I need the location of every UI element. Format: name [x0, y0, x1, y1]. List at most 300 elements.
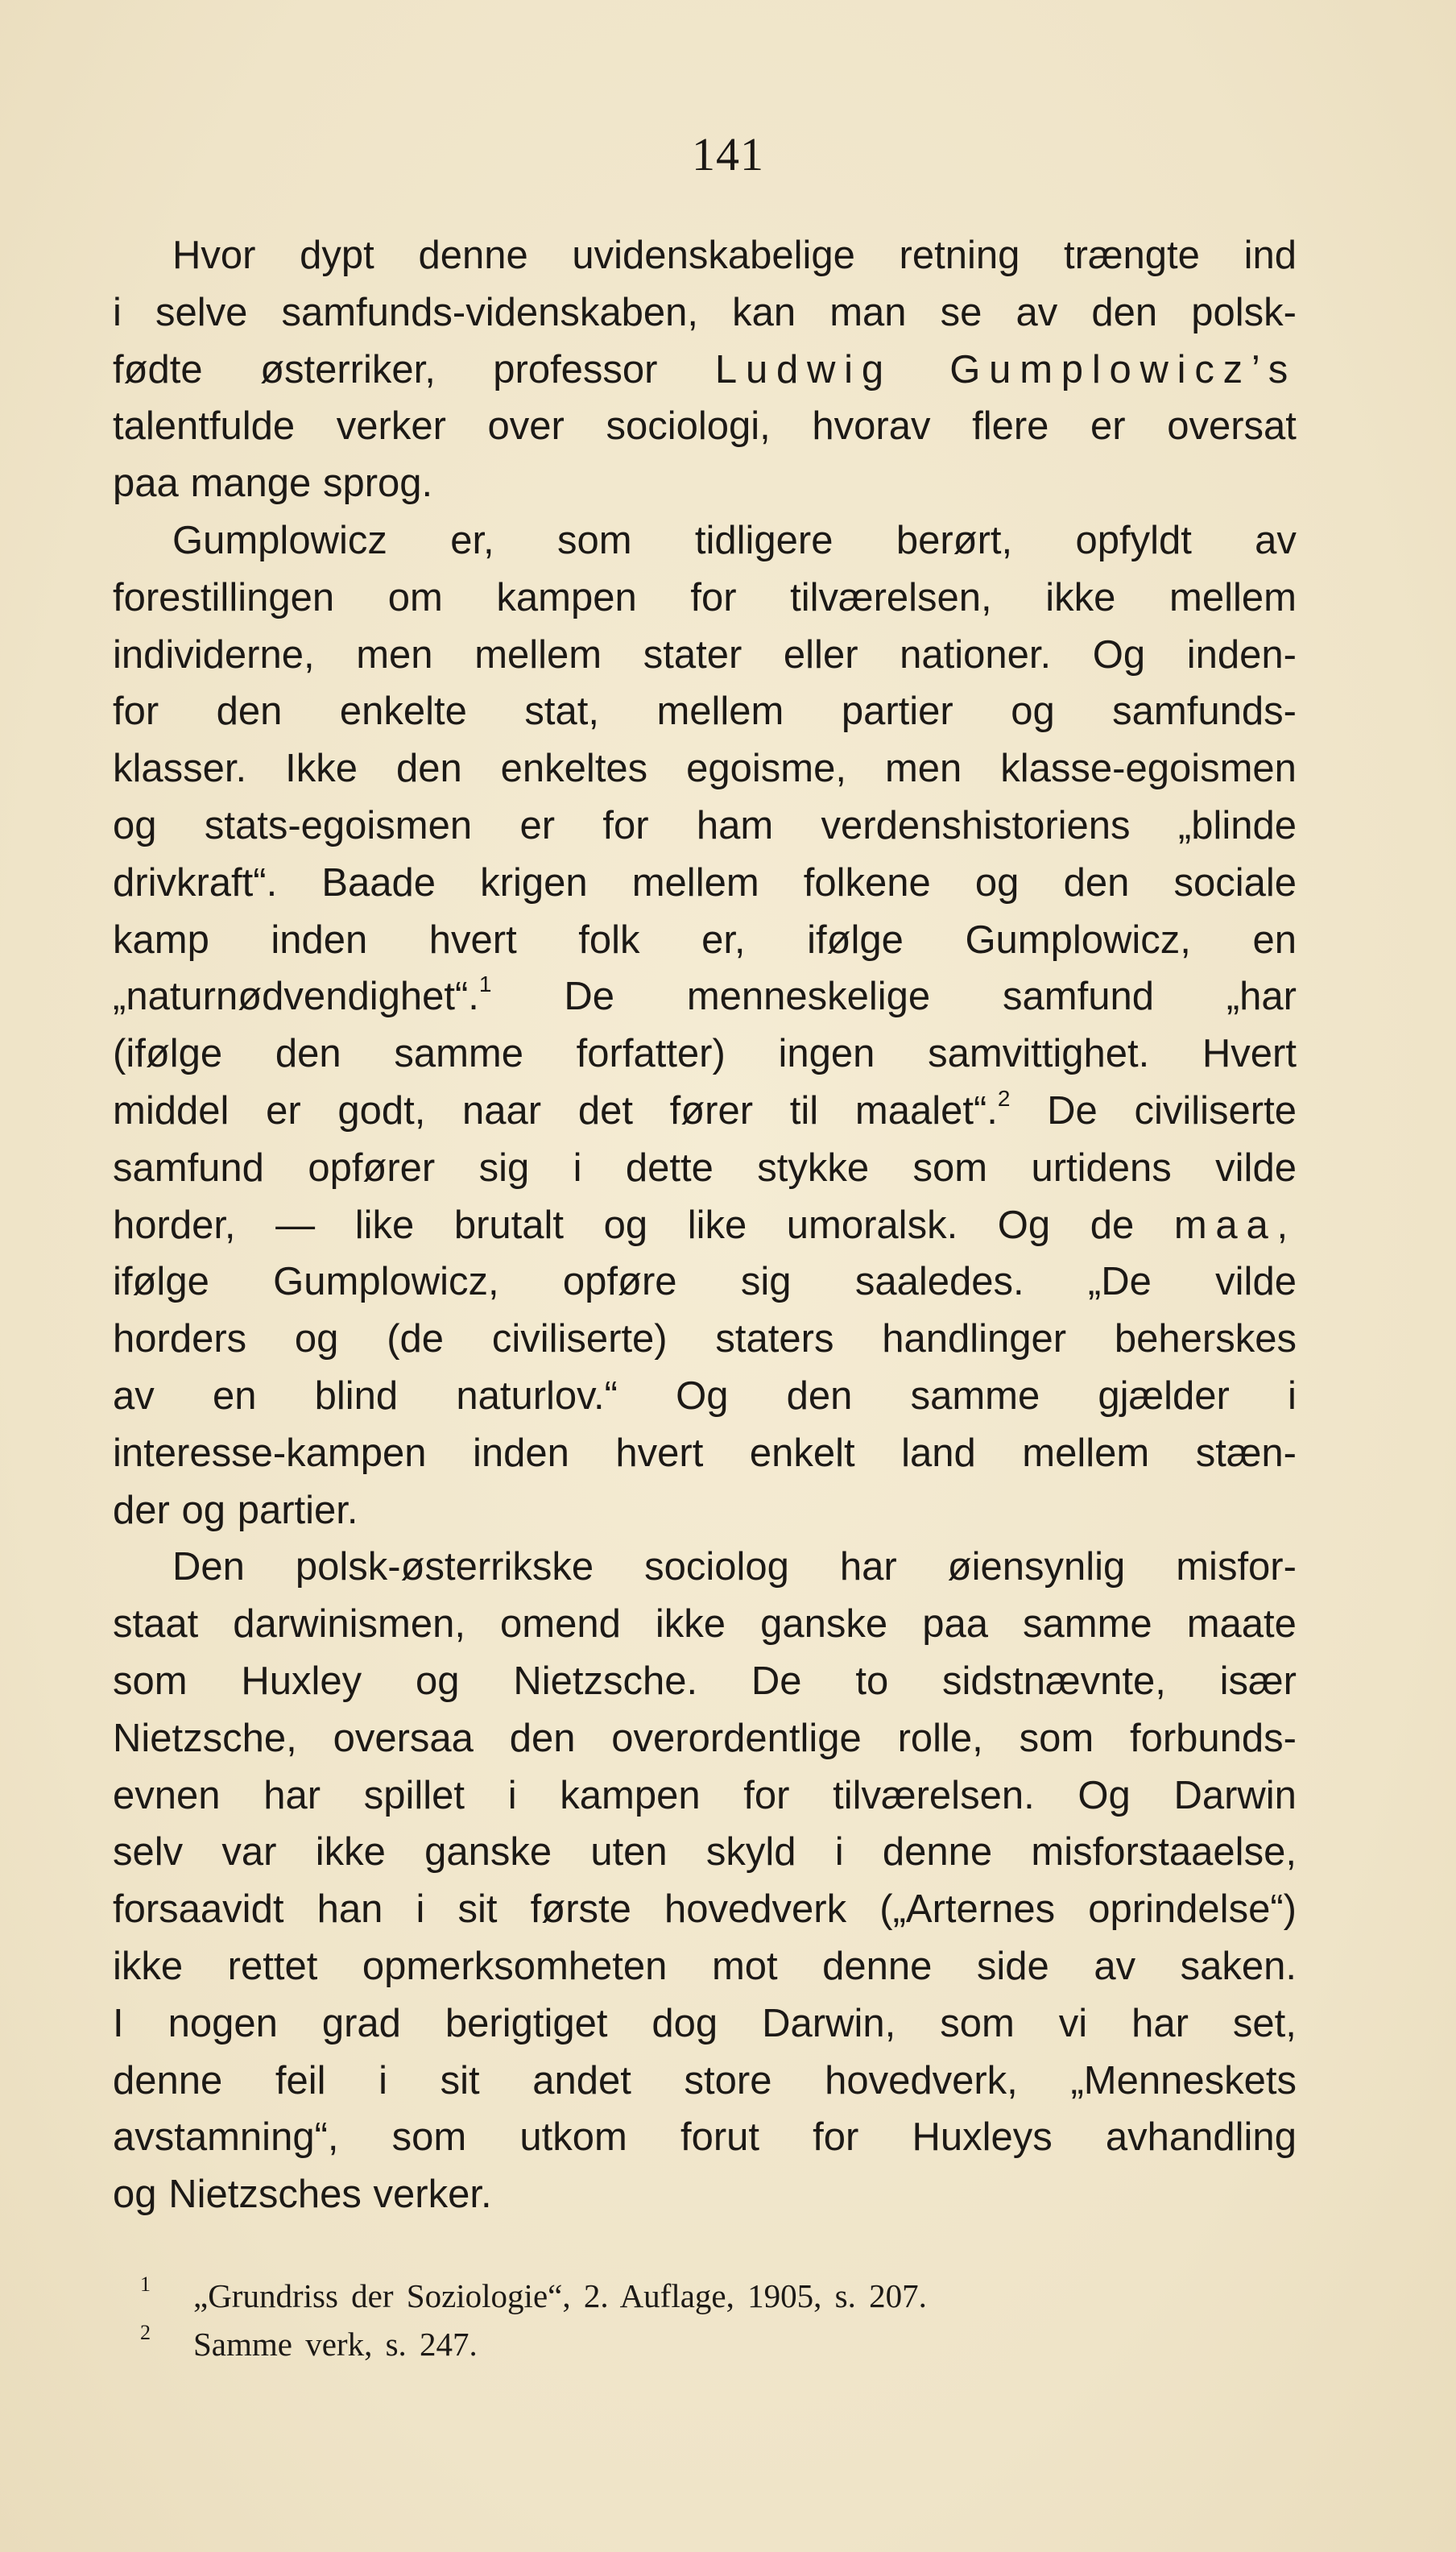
- word: forsaavidt: [113, 1887, 284, 1932]
- word: sig: [478, 1146, 530, 1190]
- text-line: [113, 227, 1297, 284]
- word: i: [834, 1830, 844, 1875]
- word: denne: [822, 1944, 933, 1988]
- word: flere: [972, 404, 1049, 449]
- word: utkom: [519, 2115, 627, 2160]
- word: i: [1288, 1373, 1297, 1418]
- word: berigtiget: [445, 2001, 608, 2045]
- word: interesse-kampen: [113, 1431, 427, 1475]
- word: Gumplowicz’s: [949, 347, 1297, 392]
- word: tilværelsen.: [833, 1773, 1035, 1817]
- text-line: [113, 968, 1297, 1025]
- word: like: [687, 1203, 747, 1247]
- text-line: [113, 455, 1297, 512]
- word: verker.: [373, 2173, 492, 2217]
- word: ikke: [1045, 575, 1116, 619]
- text-line: [113, 1881, 1297, 1938]
- word: store: [684, 2058, 772, 2102]
- word: mange: [190, 462, 312, 506]
- word: Og: [676, 1373, 729, 1418]
- word: folk: [578, 918, 640, 962]
- word: er: [1090, 404, 1126, 449]
- word: saaledes.: [854, 1260, 1024, 1304]
- word: inden: [271, 918, 368, 962]
- word: samvittighet.: [928, 1032, 1150, 1076]
- word: den: [216, 690, 283, 734]
- word: maalet“.: [854, 1088, 998, 1133]
- word: er,: [450, 518, 494, 562]
- word: „De: [1087, 1260, 1152, 1304]
- word: som: [113, 1659, 188, 1703]
- word: og: [974, 860, 1020, 905]
- word: stats-egoismen: [204, 803, 473, 847]
- text-line: [113, 1824, 1297, 1881]
- word: („Arternes: [879, 1887, 1056, 1932]
- word: saken.: [1180, 1944, 1297, 1988]
- word: hovedverk,: [825, 2058, 1018, 2102]
- word: handlinger: [882, 1317, 1067, 1361]
- word: tilværelsen,: [790, 575, 992, 619]
- footnote-mark: 1: [140, 2272, 151, 2296]
- word: for: [690, 575, 737, 619]
- text-line: [113, 912, 1297, 969]
- word: har: [263, 1773, 321, 1817]
- word: I: [113, 2001, 124, 2045]
- word: sit: [440, 2058, 480, 2102]
- word: øiensynlig: [947, 1545, 1126, 1589]
- word: enkelt: [749, 1431, 855, 1475]
- word: stater: [643, 632, 742, 677]
- word: maate: [1186, 1602, 1297, 1647]
- word: verker: [336, 404, 446, 449]
- word: Nietzsche.: [513, 1659, 698, 1703]
- word: som: [557, 518, 632, 562]
- word: er,: [701, 918, 746, 962]
- word: overordentlige: [611, 1716, 862, 1760]
- word: misforstaaelse,: [1031, 1830, 1297, 1875]
- text-line: [113, 1197, 1297, 1254]
- text-line: [113, 2166, 1297, 2223]
- word: nationer.: [900, 632, 1052, 677]
- footnotes: [140, 2272, 1208, 2368]
- word: som: [391, 2115, 467, 2160]
- text-line: [113, 2109, 1297, 2166]
- text-line: [113, 1368, 1297, 1425]
- word: Og: [1092, 632, 1146, 677]
- word: sociolog: [644, 1545, 789, 1589]
- word: feil: [275, 2058, 326, 2102]
- word: vilde: [1215, 1260, 1297, 1304]
- word: staat: [113, 1602, 199, 1647]
- footnote: [140, 2272, 1208, 2320]
- word: enkelte: [339, 690, 467, 734]
- word: vilde: [1215, 1146, 1297, 1190]
- word: Gumplowicz,: [273, 1260, 499, 1304]
- word: i: [507, 1773, 517, 1817]
- word: i: [416, 1887, 425, 1932]
- text-line: [113, 284, 1297, 342]
- text-line: [113, 1311, 1297, 1368]
- word: naturlov.“: [456, 1373, 618, 1418]
- word: den: [395, 747, 462, 791]
- text-line: [113, 398, 1297, 455]
- word: hvorav: [812, 404, 931, 449]
- word: individerne,: [113, 632, 315, 677]
- word: tidligere: [694, 518, 833, 562]
- word: de: [1090, 1203, 1135, 1247]
- word: staters: [715, 1317, 834, 1361]
- word: blind: [314, 1373, 399, 1418]
- text-line: [113, 627, 1297, 684]
- text-line: [113, 1767, 1297, 1825]
- footnote-reference: 2: [997, 1085, 1011, 1111]
- text-line: [113, 1140, 1297, 1197]
- word: Darwin,: [762, 2001, 896, 2045]
- word: naar: [462, 1088, 542, 1133]
- text-line: [113, 1083, 1297, 1140]
- word: samme: [910, 1373, 1040, 1418]
- word: hovedverk: [664, 1887, 847, 1932]
- word: Huxley: [241, 1659, 362, 1703]
- word: ifølge: [113, 1260, 209, 1304]
- word: talentfulde: [113, 404, 296, 449]
- word: dog: [651, 2001, 718, 2045]
- word: ifølge: [807, 918, 904, 962]
- word: krigen: [480, 860, 588, 905]
- word: den: [509, 1716, 576, 1760]
- word: første: [530, 1887, 631, 1932]
- word: avhandling: [1105, 2115, 1297, 2160]
- word: selv: [113, 1830, 184, 1875]
- word: stykke: [757, 1146, 870, 1190]
- word: (de: [387, 1317, 445, 1361]
- word: og: [113, 2173, 157, 2217]
- word: mot: [711, 1944, 778, 1988]
- word: har: [1131, 2001, 1189, 2045]
- word: ikke: [113, 1944, 184, 1988]
- word: set,: [1232, 2001, 1297, 2045]
- word: Baade: [321, 860, 436, 905]
- word: De: [564, 975, 614, 1019]
- word: og: [603, 1203, 648, 1247]
- word: uten: [590, 1830, 668, 1875]
- word: ikke: [315, 1830, 386, 1875]
- word: hvert: [615, 1431, 704, 1475]
- word: evnen: [113, 1773, 221, 1817]
- word: rolle,: [897, 1716, 983, 1760]
- word: enkeltes: [500, 747, 648, 791]
- footnote: [140, 2320, 1208, 2368]
- word: kan: [732, 290, 796, 334]
- word: for: [813, 2115, 859, 2160]
- word: mellem: [474, 632, 602, 677]
- word: der: [113, 1488, 170, 1532]
- word: mellem: [1022, 1431, 1150, 1475]
- word: kamp: [113, 918, 209, 962]
- word: Ikke: [285, 747, 358, 791]
- word: man: [829, 290, 907, 334]
- word: ingen: [778, 1032, 875, 1076]
- word: kampen: [496, 575, 637, 619]
- word: samfund: [113, 1146, 264, 1190]
- word: den: [786, 1373, 853, 1418]
- word: en: [212, 1373, 257, 1418]
- word: De: [1047, 1088, 1098, 1133]
- word: i: [573, 1146, 582, 1190]
- word: rettet: [227, 1944, 318, 1988]
- word: østerriker,: [260, 347, 436, 392]
- word: for: [602, 803, 649, 847]
- word: har: [839, 1545, 897, 1589]
- word: brutalt: [453, 1203, 565, 1247]
- word: ganske: [424, 1830, 552, 1875]
- word: som: [940, 2001, 1015, 2045]
- word: Nietzsches: [168, 2173, 362, 2217]
- word: polsk-: [1191, 290, 1297, 334]
- word: av: [1015, 290, 1058, 334]
- word: forut: [680, 2115, 760, 2160]
- word: grad: [321, 2001, 401, 2045]
- word: stat,: [524, 690, 599, 734]
- word: Hvor: [172, 234, 256, 277]
- word: opmerksomheten: [362, 1944, 668, 1988]
- text-line: [113, 798, 1297, 855]
- word: egoisme,: [686, 747, 846, 791]
- word: drivkraft“.: [113, 860, 278, 905]
- word: en: [1252, 918, 1297, 962]
- word: som: [912, 1146, 988, 1190]
- word: opfyldt: [1075, 518, 1192, 562]
- word: menneskelige: [686, 975, 931, 1019]
- word: to: [855, 1659, 889, 1703]
- word: „naturnødvendighet“.: [113, 975, 479, 1019]
- text-line: [113, 1995, 1297, 2053]
- word: som: [1019, 1716, 1094, 1760]
- word: den: [1063, 860, 1130, 905]
- word: oversaa: [333, 1716, 474, 1760]
- word: omend: [500, 1602, 621, 1647]
- text-line: [113, 1425, 1297, 1482]
- word: opføre: [562, 1260, 677, 1304]
- word: forfatter): [576, 1032, 726, 1076]
- footnote-text: „Grundriss der Soziologie“, 2. Auflage, 1905, s. 207.: [193, 2277, 927, 2314]
- word: men: [356, 632, 433, 677]
- word: oprindelse“): [1088, 1887, 1297, 1932]
- text-line: [113, 1253, 1297, 1311]
- text-line: [113, 1938, 1297, 1995]
- word: partier: [841, 690, 953, 734]
- word: side: [976, 1944, 1049, 1988]
- word: Og: [1078, 1773, 1131, 1817]
- word: Gumplowicz,: [965, 918, 1191, 962]
- word: oversat: [1167, 404, 1297, 449]
- word: uvidenskabelige: [572, 234, 855, 277]
- text-line: [113, 342, 1297, 399]
- word: darwinismen,: [233, 1602, 465, 1647]
- text-line: [113, 2053, 1297, 2110]
- text-line: [113, 1710, 1297, 1767]
- word: selve: [155, 290, 248, 334]
- word: og: [415, 1659, 460, 1703]
- word: „blinde: [1177, 803, 1297, 847]
- word: dette: [625, 1146, 714, 1190]
- page-number: 141: [692, 128, 764, 180]
- word: samme: [1023, 1602, 1152, 1647]
- text-line: [113, 512, 1297, 570]
- word: denne: [882, 1830, 993, 1875]
- word: avstamning“,: [113, 2115, 339, 2160]
- word: især: [1219, 1659, 1297, 1703]
- word: denne: [418, 234, 528, 277]
- word: var: [221, 1830, 277, 1875]
- word: folkene: [803, 860, 931, 905]
- word: av: [113, 1373, 155, 1418]
- text-line: [113, 855, 1297, 912]
- word: den: [1091, 290, 1158, 334]
- word: fødte: [113, 347, 203, 392]
- word: urtidens: [1031, 1146, 1172, 1190]
- word: Huxleys: [912, 2115, 1053, 2160]
- word: Nietzsche,: [113, 1716, 297, 1760]
- word: professor: [493, 347, 658, 392]
- word: polsk-østerrikske: [295, 1545, 594, 1589]
- text-line: [113, 683, 1297, 740]
- word: denne: [113, 2058, 223, 2102]
- word: —: [275, 1203, 316, 1247]
- word: andet: [532, 2058, 631, 2102]
- word: mellem: [1169, 575, 1297, 619]
- word: samfunds-: [1112, 690, 1297, 734]
- word: „Menneskets: [1070, 2058, 1297, 2102]
- text-line: [113, 1482, 1297, 1539]
- word: samfunds-videnskaben,: [281, 290, 698, 334]
- word: sit: [457, 1887, 498, 1932]
- word: godt,: [337, 1088, 426, 1133]
- word: paa: [113, 462, 179, 506]
- text-line: [113, 1653, 1297, 1710]
- word: men: [884, 747, 962, 791]
- word: sprog.: [322, 462, 433, 506]
- word: og: [113, 803, 157, 847]
- word: av: [1255, 518, 1297, 562]
- word: til: [789, 1088, 819, 1133]
- word: og: [181, 1488, 226, 1532]
- word: vi: [1058, 2001, 1088, 2045]
- word: horders: [113, 1317, 247, 1361]
- word: er: [519, 803, 556, 847]
- word: over: [487, 404, 565, 449]
- word: sociale: [1173, 860, 1297, 905]
- text-line: [113, 1025, 1297, 1083]
- word: ind: [1243, 234, 1297, 277]
- word: middel: [113, 1088, 230, 1133]
- word: ganske: [760, 1602, 888, 1647]
- word: spillet: [363, 1773, 465, 1817]
- word: Darwin: [1173, 1773, 1297, 1817]
- word: se: [940, 290, 982, 334]
- word: inden: [472, 1431, 569, 1475]
- word: sociologi,: [606, 404, 771, 449]
- word: og: [1011, 690, 1055, 734]
- word: dypt: [300, 234, 374, 277]
- word: berørt,: [896, 518, 1013, 562]
- word: samfund: [1003, 975, 1154, 1019]
- word: sidstnævnte,: [942, 1659, 1166, 1703]
- text-line: [113, 740, 1297, 798]
- word: (ifølge: [113, 1032, 223, 1076]
- word: samme: [394, 1032, 523, 1076]
- word: misfor-: [1176, 1545, 1297, 1589]
- word: for: [743, 1773, 790, 1817]
- word: verdenshistoriens: [821, 803, 1131, 847]
- word: beherskes: [1114, 1317, 1297, 1361]
- word: og: [294, 1317, 339, 1361]
- word: fører: [669, 1088, 754, 1133]
- text-line: [113, 1596, 1297, 1653]
- word: „har: [1226, 975, 1297, 1019]
- word: av: [1094, 1944, 1136, 1988]
- word: like: [354, 1203, 415, 1247]
- word: trængte: [1064, 234, 1200, 277]
- word: stæn-: [1195, 1431, 1297, 1475]
- footnote-reference: 1: [478, 972, 492, 997]
- word: inden-: [1186, 632, 1297, 677]
- text-line: [113, 1539, 1297, 1596]
- word: Ludwig: [714, 347, 892, 392]
- word: maa,: [1173, 1203, 1297, 1247]
- word: Den: [172, 1545, 245, 1589]
- word: det: [577, 1088, 633, 1133]
- word: paa: [922, 1602, 988, 1647]
- word: retning: [899, 234, 1020, 277]
- word: eller: [783, 632, 858, 677]
- body-text: [113, 227, 1297, 2223]
- word: han: [316, 1887, 383, 1932]
- word: forestillingen: [113, 575, 335, 619]
- word: mellem: [656, 690, 784, 734]
- word: Og: [997, 1203, 1051, 1247]
- word: civiliserte: [1134, 1088, 1297, 1133]
- word: ikke: [655, 1602, 726, 1647]
- word: umoralsk.: [786, 1203, 958, 1247]
- word: skyld: [705, 1830, 796, 1875]
- word-with-note: [113, 968, 491, 1025]
- word: civiliserte): [491, 1317, 668, 1361]
- word: ham: [696, 803, 774, 847]
- word: partier.: [237, 1488, 358, 1532]
- word: forbunds-: [1129, 1716, 1297, 1760]
- word: er: [266, 1088, 301, 1133]
- word: De: [751, 1659, 802, 1703]
- word: hvert: [428, 918, 517, 962]
- word: om: [387, 575, 443, 619]
- footnote-mark: 2: [140, 2321, 151, 2344]
- word: i: [113, 290, 122, 334]
- word: opfører: [308, 1146, 436, 1190]
- word: kampen: [560, 1773, 701, 1817]
- word: for: [113, 690, 159, 734]
- word: i: [378, 2058, 388, 2102]
- word: mellem: [631, 860, 759, 905]
- footnote-text: Samme verk, s. 247.: [193, 2326, 478, 2363]
- word: nogen: [168, 2001, 278, 2045]
- word: horder,: [113, 1203, 236, 1247]
- text-line: [113, 570, 1297, 627]
- word: den: [275, 1032, 341, 1076]
- word: land: [901, 1431, 976, 1475]
- word: gjælder: [1098, 1373, 1230, 1418]
- word: sig: [740, 1260, 792, 1304]
